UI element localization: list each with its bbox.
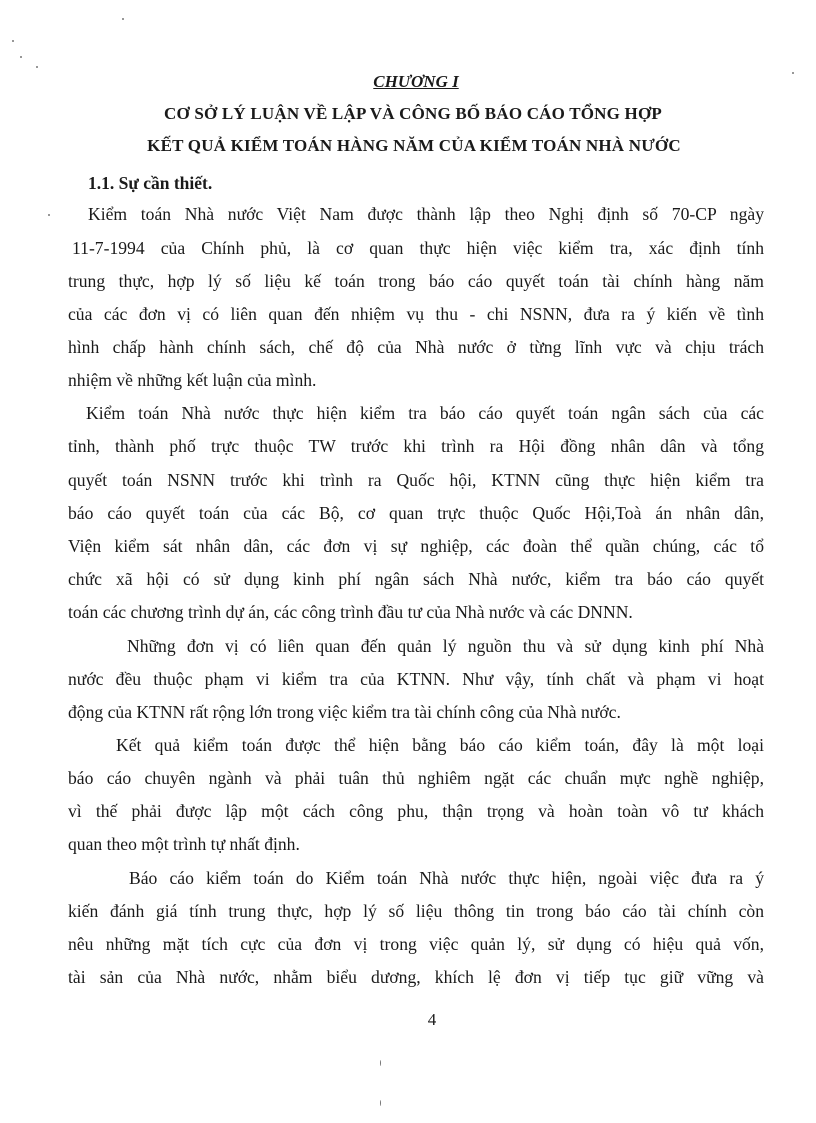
body-line: hình chấp hành chính sách, chế độ của Nhà nước ở từng lĩnh vực và chịu trách xyxy=(68,337,764,357)
chapter-title-line-2: KẾT QUẢ KIỂM TOÁN HÀNG NĂM CỦA KIỂM TOÁN NHÀ NƯỚC xyxy=(147,136,681,155)
scan-speck xyxy=(36,66,38,68)
body-line: nhiệm về những kết luận của mình. xyxy=(68,370,317,390)
scan-speck xyxy=(380,1060,381,1066)
body-line: 11-7-1994 của Chính phủ, là cơ quan thực hiện việc kiểm tra, xác định tính xyxy=(72,238,764,258)
body-line: toán các chương trình dự án, các công trình đầu tư của Nhà nước và các DNNN. xyxy=(68,602,633,622)
body-line: quyết toán NSNN trước khi trình ra Quốc hội, KTNN cũng thực hiện kiểm tra xyxy=(68,470,764,490)
chapter-label: CHƯƠNG I xyxy=(373,72,459,91)
scan-speck xyxy=(122,18,124,20)
body-line: trung thực, hợp lý số liệu kế toán trong báo cáo quyết toán tài chính hàng năm xyxy=(68,271,764,291)
body-line: Báo cáo kiểm toán do Kiểm toán Nhà nước thực hiện, ngoài việc đưa ra ý xyxy=(129,868,764,888)
body-line: kiến đánh giá tính trung thực, hợp lý số liệu thông tin trong báo cáo tài chính còn xyxy=(68,901,764,921)
body-line: tỉnh, thành phố trực thuộc TW trước khi trình ra Hội đồng nhân dân và tổng xyxy=(68,436,764,456)
chapter-title-line-1: CƠ SỞ LÝ LUẬN VỀ LẬP VÀ CÔNG BỐ BÁO CÁO TỔNG HỢP xyxy=(164,104,662,123)
page-number: 4 xyxy=(427,1010,437,1029)
body-line: chức xã hội có sử dụng kinh phí ngân sách Nhà nước, kiểm tra báo cáo quyết xyxy=(68,569,764,589)
scan-speck xyxy=(20,56,22,58)
section-heading: 1.1. Sự cần thiết. xyxy=(88,173,213,193)
body-line: Viện kiểm sát nhân dân, các đơn vị sự nghiệp, các đoàn thể quần chúng, các tổ xyxy=(68,536,764,556)
scan-speck xyxy=(380,1100,381,1106)
body-line: Những đơn vị có liên quan đến quản lý nguồn thu và sử dụng kinh phí Nhà xyxy=(127,636,764,656)
scan-speck xyxy=(12,40,14,42)
scan-speck xyxy=(48,214,50,216)
body-line: Kết quả kiểm toán được thể hiện bằng báo cáo kiểm toán, đây là một loại xyxy=(116,735,764,755)
body-line: động của KTNN rất rộng lớn trong việc kiểm tra tài chính công của Nhà nước. xyxy=(68,702,621,722)
body-line: tài sản của Nhà nước, nhằm biểu dương, khích lệ đơn vị tiếp tục giữ vững và xyxy=(68,967,764,987)
body-line: quan theo một trình tự nhất định. xyxy=(68,834,300,854)
body-line: vì thế phải được lập một cách công phu, thận trọng và hoàn toàn vô tư khách xyxy=(68,801,764,821)
scan-speck xyxy=(792,72,794,74)
body-line: báo cáo chuyên ngành và phải tuân thủ nghiêm ngặt các chuẩn mực nghề nghiệp, xyxy=(68,768,764,788)
body-line: của các đơn vị có liên quan đến nhiệm vụ thu - chi NSNN, đưa ra ý kiến về tình xyxy=(68,304,764,324)
body-line: báo cáo quyết toán của các Bộ, cơ quan trực thuộc Quốc Hội,Toà án nhân dân, xyxy=(68,503,764,523)
body-line: Kiểm toán Nhà nước thực hiện kiểm tra báo cáo quyết toán ngân sách của các xyxy=(86,403,764,423)
body-line: Kiểm toán Nhà nước Việt Nam được thành lập theo Nghị định số 70-CP ngày xyxy=(88,204,764,224)
body-line: nêu những mặt tích cực của đơn vị trong việc quản lý, sử dụng có hiệu quả vốn, xyxy=(68,934,764,954)
body-line: nước đều thuộc phạm vi kiểm tra của KTNN. Như vậy, tính chất và phạm vi hoạt xyxy=(68,669,764,689)
